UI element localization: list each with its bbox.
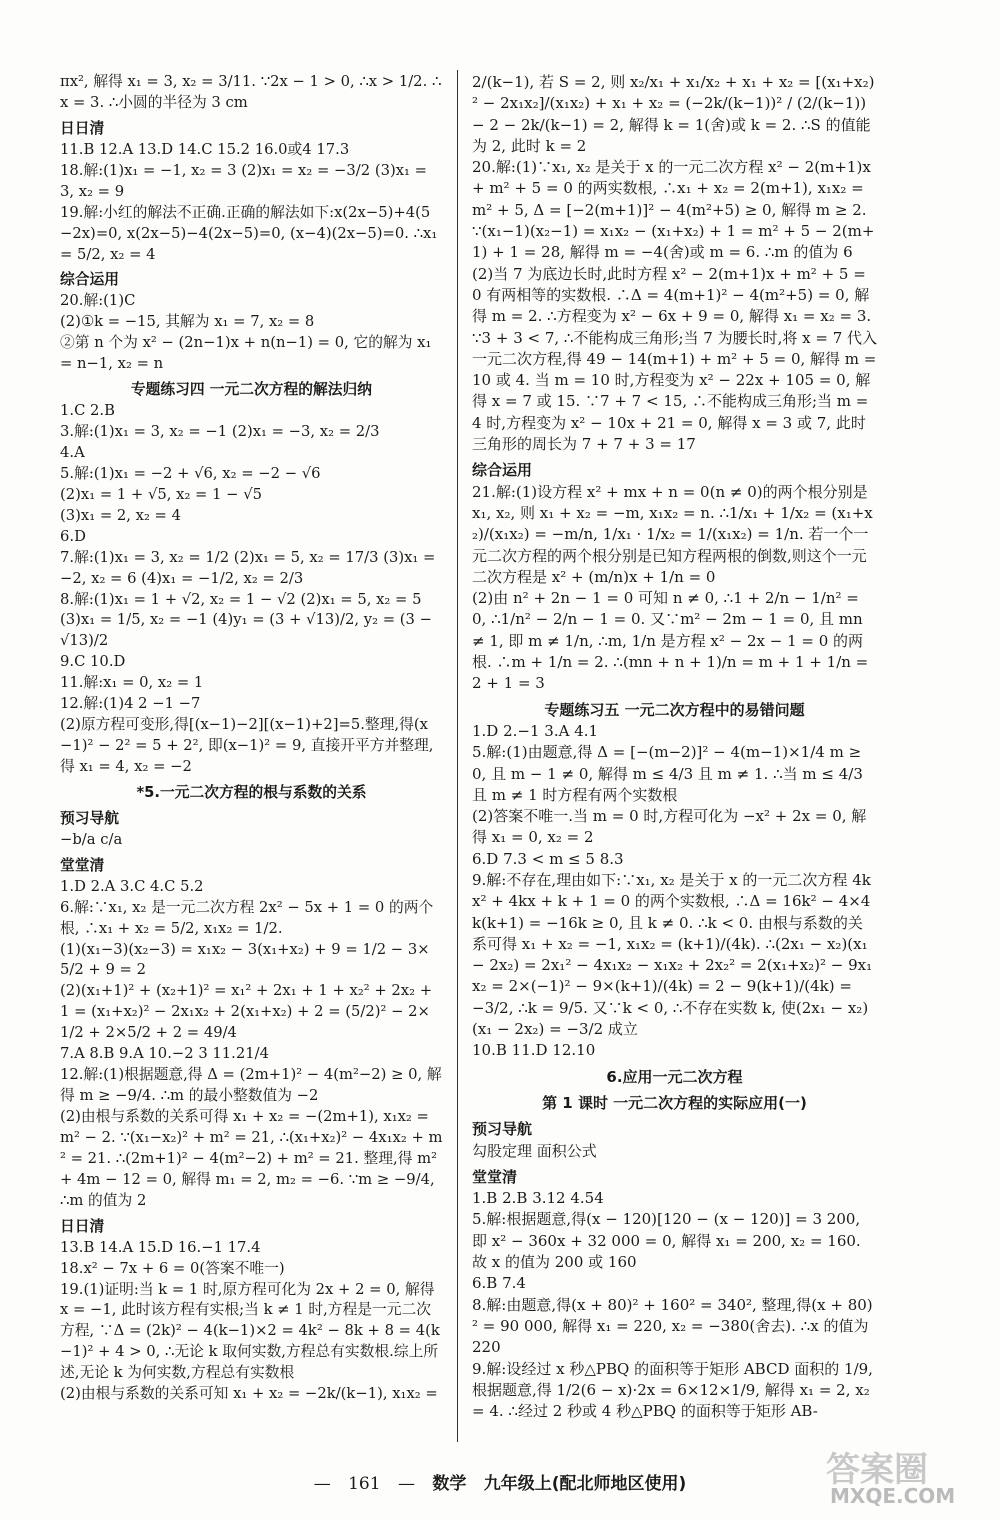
answer-line: 9.C 10.D — [60, 653, 126, 671]
answer-line: 12.解:(1)根据题意,得 Δ = (2m+1)² − 4(m²−2) ≥ 0, 解得 m ≥ −9/4. ∴m 的最小整数值为 −2 — [60, 1066, 442, 1105]
answer-line: 21.解:(1)设方程 x² + mx + n = 0(n ≠ 0)的两个根分别是 x₁, x₂, 则 x₁ + x₂ = −m, x₁x₂ = n. ∴1/x₁ + 1/x₂ = (x₁+x₂)/(x₁x₂) = −m/n, 1/x₁ · 1/x₂ = 1/(x₁x₂) = 1/n. 若一个一元二次方程的两个根分别是已知方程两根的倒数,则这个一元二次方程是 x² + (m/n)x + 1/n = 0 — [472, 482, 873, 586]
answer-line: (2)原方程可变形,得[(x−1)−2][(x−1)+2]=5.整理,得(x−1)² − 2² = 5 + 2², 即(x−1)² = 9, 直接开平方并整理,得 x₁ = 4, x₂ = −2 — [60, 716, 434, 775]
answer-line: 7.A 8.B 9.A 10.−2 3 11.21/4 — [60, 1045, 269, 1063]
answer-line: (2)由 n² + 2n − 1 = 0 可知 n ≠ 0, ∴1 + 2/n − 1/n² = 0, ∴1/n² − 2/n − 1 = 0. 又∵m² − 2m − 1 = 0, 且 mn ≠ 1, 即 m ≠ 1/n, ∴m, 1/n 是方程 x² − 2x − 1 = 0 的两根. ∴m + 1/n = 2. ∴(mn + n + 1)/n = m + 1 + 1/n = 2 + 1 = 3 — [472, 589, 869, 693]
answer-line: 5.解:(1)x₁ = −2 + √6, x₂ = −2 − √6 — [60, 464, 321, 482]
answer-line: 1.B 2.B 3.12 4.54 — [472, 1189, 604, 1208]
grade-edition-label: 九年级上(配北师地区使用) — [483, 1474, 687, 1494]
answer-line: (1)(x₁−3)(x₂−3) = x₁x₂ − 3(x₁+x₂) + 9 = 1/2 − 3×5/2 + 9 = 2 — [60, 940, 430, 979]
section-heading: 第 1 课时 一元二次方程的实际应用(一) — [542, 1093, 807, 1112]
answer-line: 11.解:x₁ = 0, x₂ = 1 — [60, 674, 204, 692]
footer-dash-left: — — [313, 1474, 331, 1494]
section-heading: *5.一元二次方程的根与系数的关系 — [136, 783, 367, 801]
answer-line: 1.D 2.A 3.C 4.C 5.2 — [60, 877, 204, 895]
section-heading: 预习导航 — [472, 1120, 533, 1139]
answer-line: 19.(1)证明:当 k = 1 时,原方程可化为 2x + 2 = 0, 解得 x = −1, 此时该方程有实根;当 k ≠ 1 时,方程是一元二次方程, ∵Δ = (2k)² − 4(k−1)×2 = 4k² − 8k + 8 = 4(k−1)² + 4 > 0, ∴无论 k 取何实数,方程总有实数根.综上所述,无论 k 为何实数,方程总有实数根 — [60, 1280, 440, 1382]
section-heading: 综合运用 — [60, 271, 119, 289]
answer-line: 6.B 7.4 — [472, 1274, 526, 1293]
answer-line: 3.解:(1)x₁ = 3, x₂ = −1 (2)x₁ = −3, x₂ = 2/3 — [60, 423, 380, 440]
section-heading: 综合运用 — [472, 461, 533, 480]
answer-line: 5.解:根据题意,得(x − 120)[120 − (x − 120)] = 3 200, 即 x² − 360x + 32 000 = 0, 解得 x₁ = 200, x₂ = 160. 故 x 的值为 200 或 160 — [472, 1210, 861, 1272]
answer-line: (2)(x₁+1)² + (x₂+1)² = x₁² + 2x₁ + 1 + x₂² + 2x₂ + 1 = (x₁+x₂)² − 2x₁x₂ + 2(x₁+x₂) + 2 = (5/2)² − 2×1/2 + 2×5/2 + 2 = 49/4 — [60, 982, 433, 1042]
answer-line: −b/a c/a — [60, 830, 123, 848]
answer-line: 1.D 2.−1 3.A 4.1 — [472, 721, 599, 740]
answer-line: (3)x₁ = 2, x₂ = 4 — [60, 506, 181, 524]
section-heading: 日日清 — [60, 119, 105, 137]
column-divider — [457, 70, 458, 1442]
answer-line: 勾股定理 面积公式 — [472, 1141, 597, 1160]
answer-line: 5.解:(1)由题意,得 Δ = [−(m−2)]² − 4(m−1)×1/4 m ≥ 0, 且 m − 1 ≠ 0, 解得 m ≤ 4/3 且 m ≠ 1. ∴当 m ≤ 4/3 且 m ≠ 1 时方程有两个实数根 — [472, 743, 863, 804]
section-heading: 堂堂清 — [472, 1167, 518, 1186]
watermark-url: MXQE.COM — [830, 1484, 956, 1507]
answer-line: 19.解:小红的解法不正确.正确的解法如下:x(2x−5)+4(5−2x)=0, x(2x−5)−4(2x−5)=0, (x−4)(2x−5)=0. ∴x₁ = 5/2, x₂ = 4 — [60, 203, 438, 263]
answer-line: 8.解:由题意,得(x + 80)² + 160² = 340², 整理,得(x + 80)² = 90 000, 解得 x₁ = 220, x₂ = −380(舍去). ∴x 的值为 220 — [472, 1295, 873, 1357]
section-heading: 堂堂清 — [60, 856, 105, 874]
answer-line: 11.B 12.A 13.D 14.C 15.2 16.0或4 17.3 — [60, 140, 350, 158]
answer-line: 18.x² − 7x + 6 = 0(答案不唯一) — [60, 1259, 285, 1277]
answer-line: ②第 n 个为 x² − (2n−1)x + n(n−1) = 0, 它的解为 x₁ = n−1, x₂ = n — [60, 334, 432, 373]
answer-line: 9.解:不存在,理由如下:∵x₁, x₂ 是关于 x 的一元二次方程 4kx² + 4kx + k + 1 = 0 的两个实数根, ∴Δ = 16k² − 4×4k(k+1) = −16k ≥ 0, 且 k ≠ 0. ∴k < 0. 由根与系数的关系可得 x₁ + x₂ = −1, x₁x₂ = (k+1)/(4k). ∴(2x₁ − x₂)(x₁ − 2x₂) = 2x₁² − 4x₁x₂ − x₁x₂ + 2x₂² = 2(x₁+x₂)² − 9x₁x₂ = 2×(−1)² − 9×(k+1)/(4k) = 2 − 9(k+1)/(4k) = −3/2, ∴k = 9/5. 又∵k < 0, ∴不存在实数 k, 使(2x₁ − x₂)(x₁ − 2x₂) = −3/2 成立 — [472, 870, 873, 1039]
answer-line: 20.解:(1)∵x₁, x₂ 是关于 x 的一元二次方程 x² − 2(m+1)x + m² + 5 = 0 的两实数根, ∴x₁ + x₂ = 2(m+1), x₁x₂ = m² + 5, Δ = [−2(m+1)]² − 4(m²+5) ≥ 0, 解得 m ≥ 2. ∵(x₁−1)(x₂−1) = x₁x₂ − (x₁+x₂) + 1 = m² + 5 − 2(m+1) + 1 = 28, 解得 m = −4(舍)或 m = 6. ∴m 的值为 6 — [472, 158, 875, 262]
answer-line: 6.D — [60, 527, 86, 545]
answer-line: (2)答案不唯一.当 m = 0 时,方程可化为 −x² + 2x = 0, 解得 x₁ = 0, x₂ = 2 — [472, 807, 867, 847]
watermark-logo — [820, 1447, 980, 1507]
answer-line: (2)①k = −15, 其解为 x₁ = 7, x₂ = 8 — [60, 313, 315, 331]
section-heading: 专题练习五 一元二次方程中的易错问题 — [544, 700, 805, 719]
section-heading: 预习导航 — [60, 809, 119, 827]
subject-label: 数学 — [432, 1474, 467, 1494]
answer-line: 7.解:(1)x₁ = 3, x₂ = 1/2 (2)x₁ = 5, x₂ = 17/3 (3)x₁ = −2, x₂ = 6 (4)x₁ = −1/2, x₂ = 2/3 — [60, 548, 436, 587]
answer-line: 12.解:(1)4 2 −1 −7 — [60, 695, 201, 713]
answer-line: 13.B 14.A 15.D 16.−1 17.4 — [60, 1238, 261, 1256]
answer-line: (2)由根与系数的关系可得 x₁ + x₂ = −(2m+1), x₁x₂ = m² − 2. ∵(x₁−x₂)² + m² = 21, ∴(x₁+x₂)² − 4x₁x₂ + m² = 21. ∴(2m+1)² − 4(m²−2) + m² = 21. 整理,得 m² + 4m − 12 = 0, 解得 m₁ = 2, m₂ = −6. ∵m ≥ −9/4, ∴m 的值为 2 — [60, 1108, 443, 1209]
answer-line: (2)x₁ = 1 + √5, x₂ = 1 − √5 — [60, 485, 263, 503]
answer-line: 20.解:(1)C — [60, 292, 136, 310]
answer-line: (2)由根与系数的关系可知 x₁ + x₂ = −2k/(k−1), x₁x₂ = — [60, 1385, 438, 1403]
answer-line: πx², 解得 x₁ = 3, x₂ = 3/11. ∵2x − 1 > 0, ∴x > 1/2. ∴x = 3. ∴小圆的半径为 3 cm — [60, 73, 442, 111]
answer-line: 2/(k−1), 若 S = 2, 则 x₂/x₁ + x₁/x₂ + x₁ + x₂ = [(x₁+x₂)² − 2x₁x₂]/(x₁x₂) + x₁ + x₂ = (−2k/(k−1))² / (2/(k−1)) − 2 − 2k/(k−1) = 2, 解得 k = 1(舍)或 k = 2. ∴S 的值能为 2, 此时 k = 2 — [472, 73, 875, 155]
section-heading: 日日清 — [60, 1217, 105, 1235]
page-number: 161 — [348, 1474, 381, 1494]
section-heading: 6.应用一元二次方程 — [606, 1067, 743, 1086]
answer-line: 8.解:(1)x₁ = 1 + √2, x₂ = 1 − √2 (2)x₁ = 5, x₂ = 5 (3)x₁ = 1/5, x₂ = −1 (4)y₁ = (3 + √13)/2, y₂ = (3 − √13)/2 — [60, 590, 432, 650]
answer-line: 6.解:∵x₁, x₂ 是一元二次方程 2x² − 5x + 1 = 0 的两个根, ∴x₁ + x₂ = 5/2, x₁x₂ = 1/2. — [60, 898, 434, 937]
right-answer-column — [472, 72, 877, 1422]
section-heading: 专题练习四 一元二次方程的解法归纳 — [130, 381, 373, 399]
answer-line: 10.B 11.D 12.10 — [472, 1041, 596, 1060]
left-answer-column — [60, 72, 443, 1405]
answer-line: 6.D 7.3 < m ≤ 5 8.3 — [472, 849, 624, 868]
answer-line: 9.解:设经过 x 秒△PBQ 的面积等于矩形 ABCD 面积的 1/9, 根据题意,得 1/2(6 − x)·2x = 6×12×1/9, 解得 x₁ = 2, x₂ = 4. ∴经过 2 秒或 4 秒△PBQ 的面积等于矩形 AB- — [472, 1359, 873, 1421]
answer-line: 4.A — [60, 443, 85, 461]
watermark-logo-text: 答案圈 — [826, 1450, 928, 1490]
footer-dash-right: — — [397, 1474, 415, 1494]
answer-line: (2)当 7 为底边长时,此时方程 x² − 2(m+1)x + m² + 5 = 0 有两相等的实数根. ∴Δ = 4(m+1)² − 4(m²+5) = 0, 解得 m = 2. ∴方程变为 x² − 6x + 9 = 0, 解得 x₁ = x₂ = 3. ∵3 + 3 < 7, ∴不能构成三角形;当 7 为腰长时,将 x = 7 代入一元二次方程,得 49 − 14(m+1) + m² + 5 = 0, 解得 m = 10 或 4. 当 m = 10 时,方程变为 x² − 22x + 105 = 0, 解得 x = 7 或 15. ∵7 + 7 < 15, ∴不能构成三角形;当 m = 4 时,方程变为 x² − 10x + 21 = 0, 解得 x = 3 或 7, 此时三角形的周长为 7 + 7 + 3 = 17 — [472, 264, 878, 454]
answer-line: 18.解:(1)x₁ = −1, x₂ = 3 (2)x₁ = x₂ = −3/2 (3)x₁ = 3, x₂ = 9 — [60, 161, 427, 200]
answer-line: 1.C 2.B — [60, 402, 115, 420]
